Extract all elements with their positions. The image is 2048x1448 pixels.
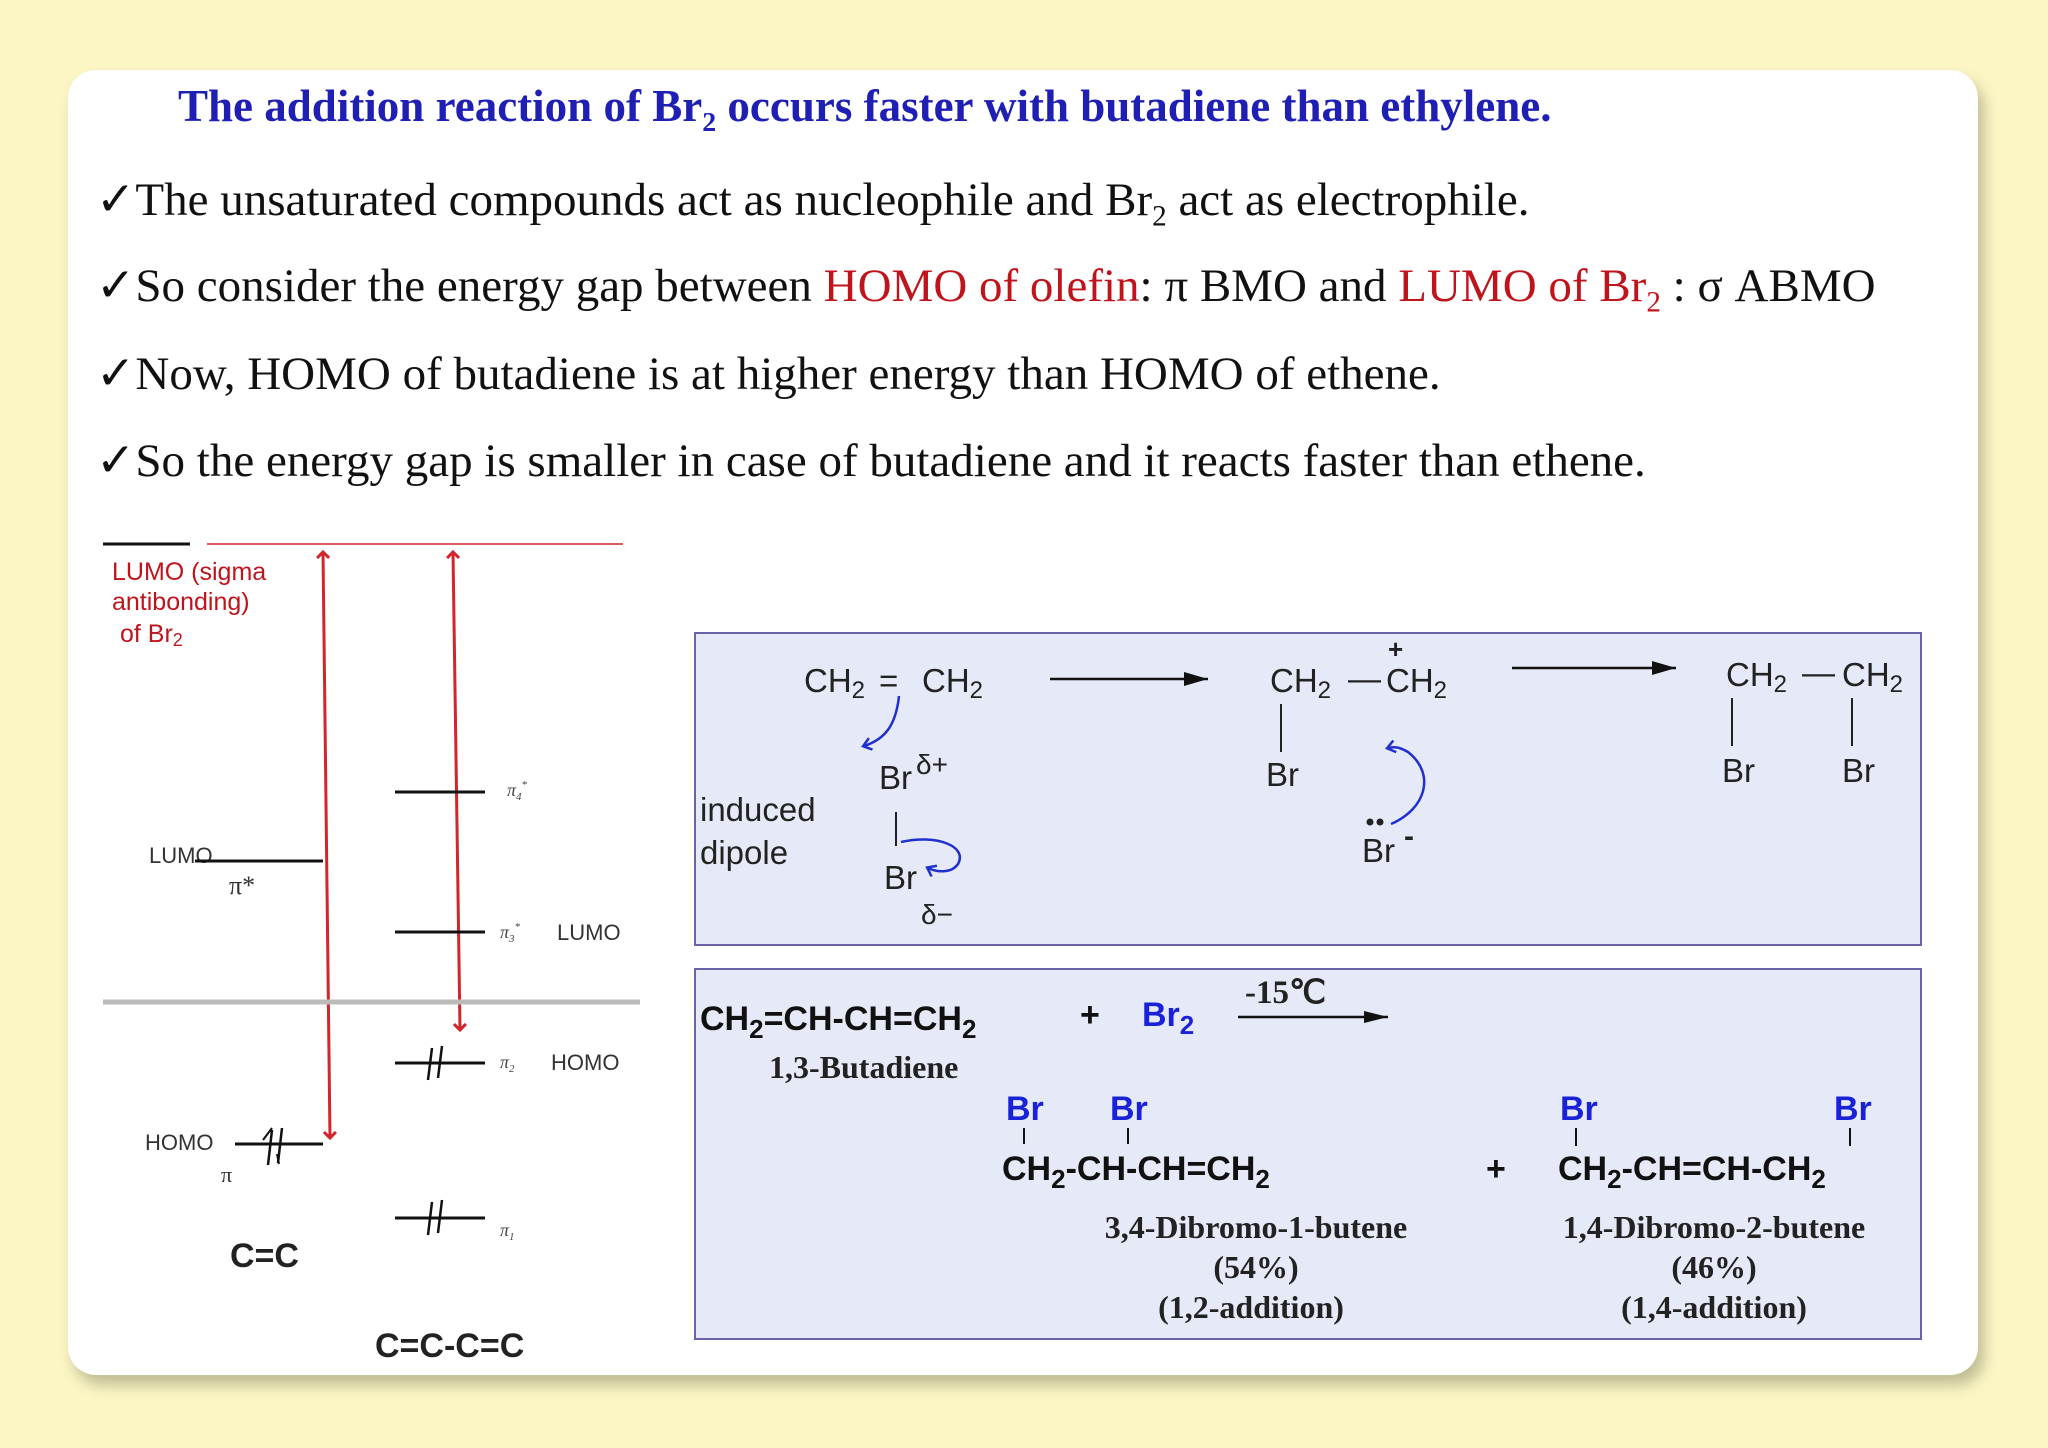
br-top: Br	[879, 759, 912, 796]
bromine-reagent: $Br_2$	[1142, 996, 1195, 1040]
bullet-1: ✓The unsaturated compounds act as nucleophile and $Br_2$ act as electrophile.	[96, 174, 1530, 233]
p2-br-1: Br	[1560, 1090, 1598, 1128]
check-icon: ✓	[96, 174, 136, 226]
pi1-label: $\pi_1$	[500, 1220, 515, 1243]
s3-br-left: Br	[1722, 752, 1755, 789]
reaction-panel	[694, 968, 1922, 1340]
ethene-label: C=C	[230, 1237, 299, 1275]
bromide-ion: Br	[1362, 832, 1395, 869]
s3-ch2-right: CH2	[1842, 656, 1904, 698]
p2-br-2: Br	[1834, 1090, 1872, 1128]
curved-arrow-pi-attack	[864, 696, 899, 746]
p2-type: (1,4-addition)	[1621, 1289, 1807, 1325]
dipole-label: dipole	[700, 834, 789, 871]
ethene-lumo-label: LUMO	[149, 843, 213, 868]
bullet-3: ✓Now, HOMO of butadiene is at higher energy than HOMO of ethene.	[96, 348, 1441, 400]
mo-energy-diagram	[95, 530, 655, 1380]
lumo-br2-label-3: of Br2	[120, 620, 183, 650]
p1-yield: (54%)	[1213, 1249, 1299, 1285]
check-icon: ✓	[96, 348, 136, 400]
mechanism-panel	[694, 632, 1922, 946]
pi4-label: $\pi_4^*$	[507, 779, 528, 803]
induced-label: induced	[700, 791, 816, 828]
check-icon: ✓	[96, 260, 136, 312]
reactant-name: 1,3-Butadiene	[769, 1049, 959, 1085]
ethene-pi-star-label: π*	[229, 871, 256, 900]
pi3-label: $\pi_3^*$	[500, 921, 521, 945]
br-bottom: Br	[884, 859, 917, 896]
bromide-charge: -	[1404, 820, 1414, 853]
s3-br-right: Br	[1842, 752, 1875, 789]
s1-double-bond: =	[879, 662, 899, 699]
p2-name: 1,4-Dibromo-2-butene	[1562, 1209, 1866, 1245]
s1-ch2-left: CH2	[804, 662, 866, 704]
check-icon: ✓	[96, 435, 136, 487]
curved-arrow-bromide-attack	[1388, 747, 1424, 824]
s2-ch2-right: CH2	[1386, 662, 1448, 704]
pi3-lumo-tag: LUMO	[557, 920, 621, 945]
ethene-pi-label: π	[221, 1162, 233, 1187]
ethene-homo-label: HOMO	[145, 1130, 214, 1155]
ethene-gap-arrow	[323, 552, 330, 1138]
pi2-homo-tag: HOMO	[551, 1050, 620, 1075]
delta-minus: δ−	[921, 899, 953, 930]
lumo-br2-label-1: LUMO (sigma	[112, 558, 267, 586]
p1-br-2: Br	[1110, 1090, 1148, 1128]
p1-br-1: Br	[1006, 1090, 1044, 1128]
lumo-br2-label-2: antibonding)	[112, 588, 250, 616]
s2-br: Br	[1266, 756, 1299, 793]
carbocation-plus: +	[1388, 634, 1404, 664]
reactant-plus: +	[1080, 996, 1100, 1034]
s2-ch2-left: CH2	[1270, 662, 1332, 704]
temperature-condition: -15℃	[1245, 975, 1327, 1011]
delta-plus: δ+	[916, 749, 948, 780]
s3-ch2-left: CH2	[1726, 656, 1788, 698]
reactant-formula: $CH_2=CH-CH=CH_2$	[700, 1000, 977, 1044]
pi2-label: $\pi_2$	[500, 1052, 515, 1075]
product-plus: +	[1486, 1150, 1506, 1188]
bullet-2: ✓So consider the energy gap between HOMO of olefin: π BMO and LUMO of $Br_2$ : σ ABMO	[96, 260, 1876, 319]
p1-type: (1,2-addition)	[1158, 1289, 1344, 1325]
p2-formula: $CH_2-CH=CH-CH_2$	[1558, 1150, 1826, 1194]
s1-ch2-right: CH2	[922, 662, 984, 704]
bullet-4: ✓So the energy gap is smaller in case of butadiene and it reacts faster than ethene.	[96, 435, 1646, 487]
electron-pair-icon	[268, 1128, 282, 1165]
p2-yield: (46%)	[1671, 1249, 1757, 1285]
p1-name: 3,4-Dibromo-1-butene	[1104, 1209, 1408, 1245]
s2-bond: —	[1348, 660, 1381, 697]
p1-formula-main: $CH_2-CH-CH=CH_2$	[1002, 1150, 1270, 1194]
s3-bond: —	[1802, 654, 1835, 691]
reaction-scheme	[696, 970, 1920, 1338]
slide-title: The addition reaction of $Br_2$ occurs faster with butadiene than ethylene.	[178, 81, 1552, 138]
mechanism-scheme	[696, 634, 1920, 944]
butadiene-label: C=C-C=C	[375, 1327, 525, 1365]
